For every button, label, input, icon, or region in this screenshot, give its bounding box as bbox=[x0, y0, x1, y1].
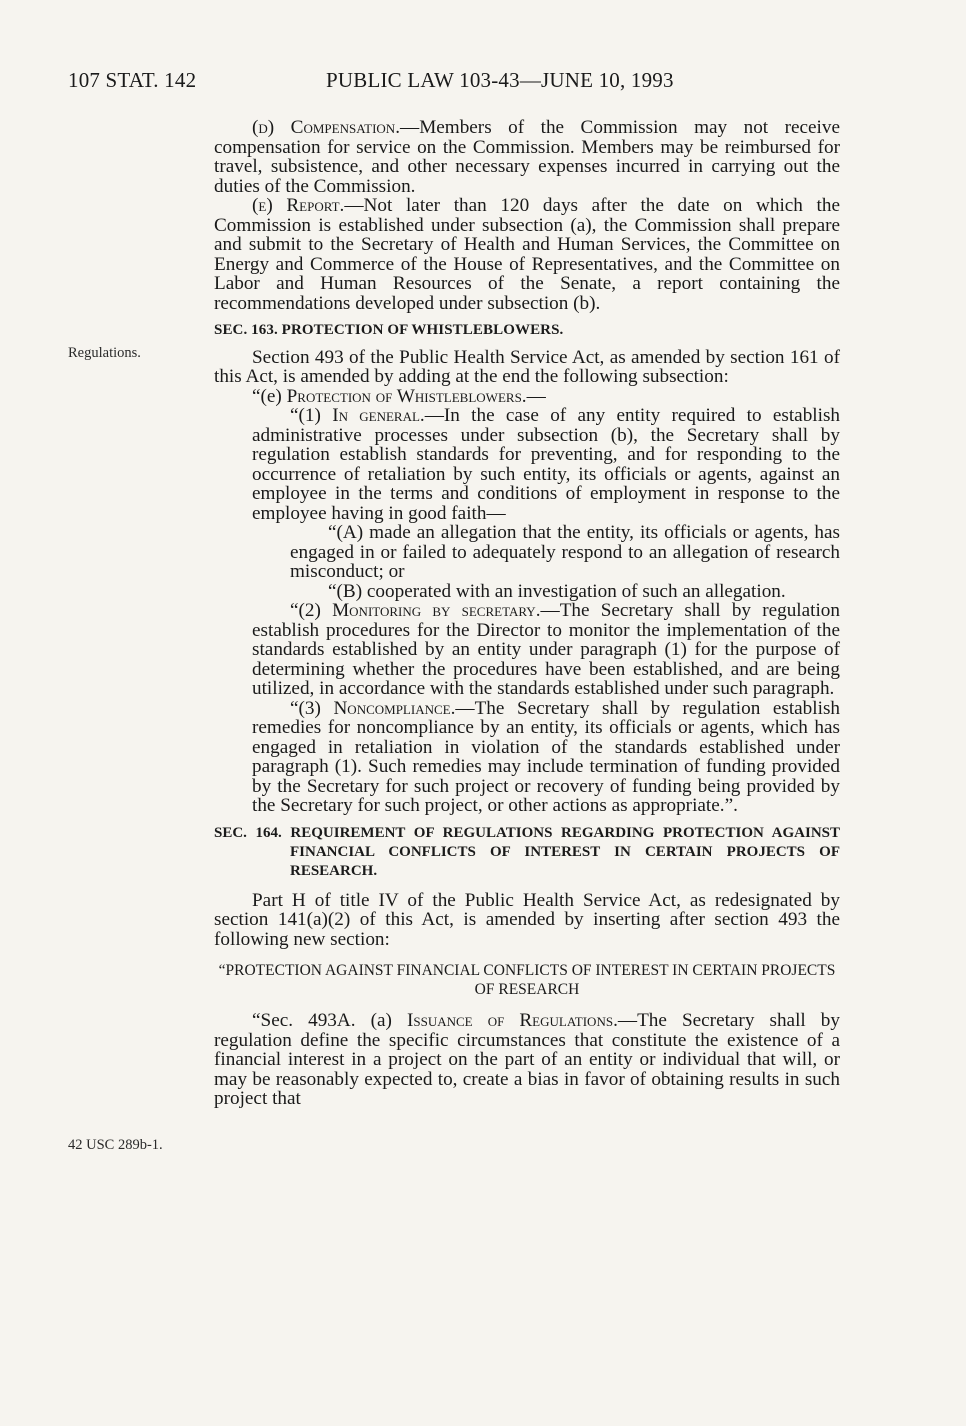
paragraph-2 bbox=[214, 601, 840, 699]
paragraph-3 bbox=[214, 699, 840, 816]
section-493a-label: Issuance of Regulations. bbox=[406, 1010, 618, 1031]
paragraph-1-label: In general. bbox=[332, 405, 425, 426]
margin-note-regulations: Regulations. bbox=[68, 345, 141, 361]
paragraph-e-label: (e) Report. bbox=[252, 195, 345, 216]
paragraph-2-text: —The Secretary shall by regulation establish procedures for the Director to monitor the implementation of the standards established by an entity under paragraph (1) for the purpose of determining whether the procedures have been established, and are being utilized, in accordance with the standards established under such paragraph. bbox=[252, 600, 840, 699]
margin-note-usc: 42 USC 289b-1. bbox=[68, 1137, 163, 1153]
paragraph-d-label: (d) Compensation. bbox=[252, 117, 400, 138]
paragraph-2-label: Monitoring by secretary. bbox=[332, 600, 541, 621]
paragraph-1-text: —In the case of any entity required to establish administrative processes under subsection (b), the Secretary shall by regulation establish standards for preventing, and for responding to the occurrence of retaliation by such entity, its officials or agents, against an employee in the terms and conditions of employment in response to the employee having in good faith— bbox=[252, 405, 841, 524]
section-164-intro: Part H of title IV of the Public Health Service Act, as redesignated by section 141(a)(2) of this Act, is amended by inserting after section 493 the following new section: bbox=[214, 889, 840, 950]
paragraph-2-prefix: “(2) bbox=[290, 600, 333, 621]
page-reference: 107 STAT. 142 bbox=[68, 68, 197, 92]
section-493a-paragraph bbox=[214, 1011, 840, 1109]
paragraph-3-label: Noncompliance. bbox=[333, 697, 456, 719]
paragraph-1-A: “(A) made an allegation that the entity, its officials or agents, has engaged in or failed to adequately respond to an allegation of research misconduct; or bbox=[290, 522, 840, 582]
paragraph-3-prefix: “(3) bbox=[290, 697, 334, 719]
paragraph-d-text: —Members of the Commission may not receive compensation for service on the Commission. Members may be reimbursed for travel, subsistence, and other necessary expenses incurred in carrying out the duties of the Commission. bbox=[214, 117, 840, 197]
section-493a-prefix: “Sec. 493A. (a) bbox=[252, 1010, 407, 1031]
running-title: PUBLIC LAW 103-43—JUNE 10, 1993 bbox=[326, 68, 674, 92]
document-body bbox=[214, 118, 840, 1109]
paragraph-1 bbox=[214, 406, 840, 523]
paragraph-e bbox=[214, 196, 840, 313]
section-164-heading: SEC. 164. REQUIREMENT OF REGULATIONS REGARDING PROTECTION AGAINST FINANCIAL CONFLICTS OF INTEREST IN CERTAIN PROJECTS OF RESEARCH. bbox=[214, 824, 840, 879]
section-493a-text: —The Secretary shall by regulation define the specific circumstances that constitute the existence of a financial interest in a project on the part of an entity or individual that will, or may be reasonably expected to, create a bias in favor of obtaining results in such project that bbox=[214, 1010, 840, 1109]
inserted-section-heading: “PROTECTION AGAINST FINANCIAL CONFLICTS OF INTEREST IN CERTAIN PROJECTS OF RESEARCH bbox=[218, 962, 836, 998]
subsection-e-suffix: — bbox=[526, 385, 546, 407]
section-163-intro: Section 493 of the Public Health Service Act, as amended by section 161 of this Act, is amended by adding at the end the following subsection: bbox=[214, 346, 840, 387]
paragraph-3-text: —The Secretary shall by regulation establish remedies for noncompliance by an entity, its officials or agents, which has engaged in retaliation in violation of the standards established under paragraph (1). Such remedies may include termination of funding provided by the Secretary for such project or recovery of funding being provided by the Secretary for such project, or other actions as appropriate.”. bbox=[252, 697, 840, 816]
paragraph-d bbox=[214, 118, 840, 196]
paragraph-e-text: —Not later than 120 days after the date on which the Commission is established under subsection (a), the Commission shall prepare and submit to the Secretary of Health and Human Services, the Committee on Energy and Commerce of the House of Representatives, and the Committee on Labor and Human Resources of the Senate, a report containing the recommendations developed under subsection (b). bbox=[214, 195, 840, 314]
subsection-e-label: Protection of Whistleblowers. bbox=[286, 385, 527, 407]
paragraph-1-prefix: “(1) bbox=[290, 405, 333, 426]
section-163-heading: SEC. 163. PROTECTION OF WHISTLEBLOWERS. bbox=[214, 322, 564, 338]
subsection-e-heading bbox=[214, 387, 840, 407]
subsection-e-prefix: “(e) bbox=[252, 385, 287, 407]
paragraph-1-B: “(B) cooperated with an investigation of such an allegation. bbox=[328, 580, 786, 602]
